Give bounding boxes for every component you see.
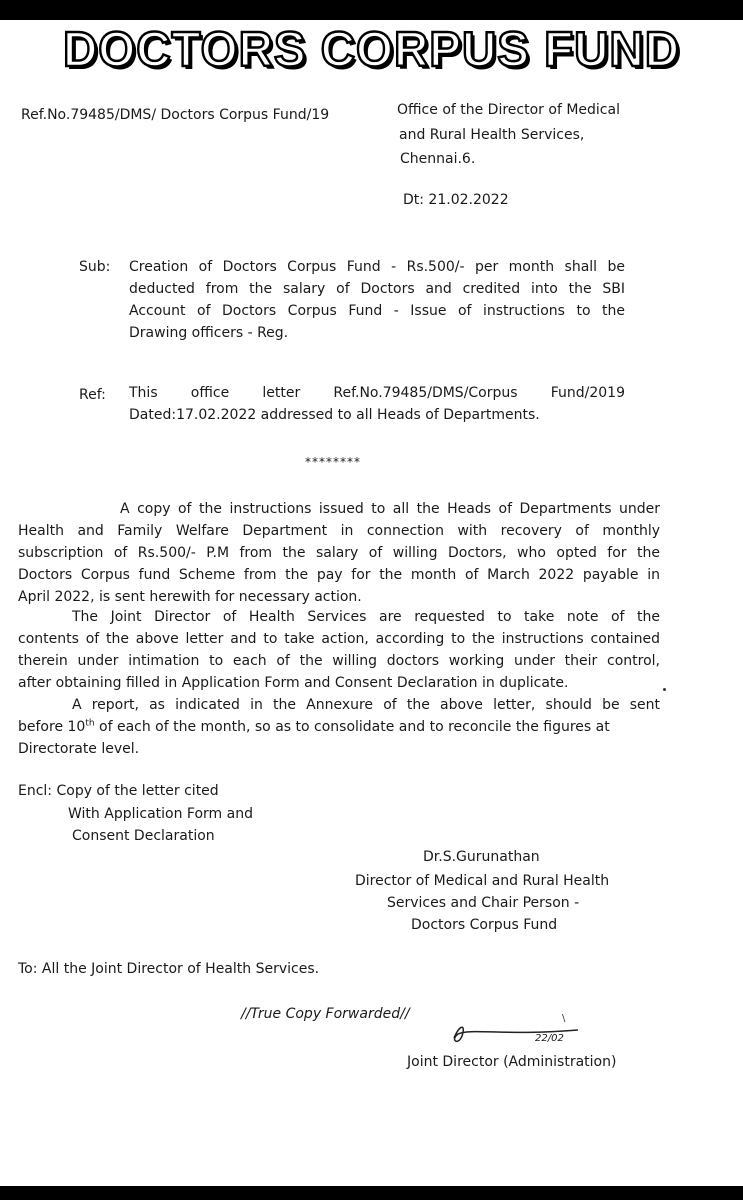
ink-dot bbox=[663, 688, 666, 691]
reference-number: Ref.No.79485/DMS/ Doctors Corpus Fund/19 bbox=[21, 107, 330, 123]
enclosure-line: With Application Form and bbox=[68, 806, 253, 822]
enclosure-line: Consent Declaration bbox=[72, 828, 215, 844]
signatory-title: Doctors Corpus Fund bbox=[411, 917, 558, 933]
tick-mark: \ bbox=[562, 1013, 566, 1024]
joint-director-title: Joint Director (Administration) bbox=[407, 1054, 617, 1070]
paragraph-line: A copy of the instructions issued to all the Heads of Departments under bbox=[120, 501, 660, 517]
reference-label: Ref: bbox=[79, 387, 106, 403]
office-line: Chennai.6. bbox=[400, 151, 476, 167]
top-black-bar bbox=[0, 0, 743, 20]
paragraph-line: April 2022, is sent herewith for necessary action. bbox=[18, 589, 362, 605]
paragraph-text: before 10 bbox=[18, 719, 86, 735]
subject-line: deducted from the salary of Doctors and credited into the SBI bbox=[129, 281, 625, 297]
signatory-name: Dr.S.Gurunathan bbox=[423, 849, 540, 865]
subject-line: Account of Doctors Corpus Fund - Issue of instructions to the bbox=[129, 303, 625, 319]
paragraph-line: Doctors Corpus fund Scheme from the pay for the month of March 2022 payable in bbox=[18, 567, 660, 583]
paragraph-text: of each of the month, so as to consolidate and to reconcile the figures at bbox=[94, 719, 610, 735]
paragraph-line: Directorate level. bbox=[18, 741, 140, 757]
office-line: and Rural Health Services, bbox=[399, 127, 585, 143]
enclosure-line: Encl: Copy of the letter cited bbox=[18, 783, 219, 799]
signatory-title: Director of Medical and Rural Health bbox=[355, 873, 610, 889]
paragraph-line: after obtaining filled in Application Form and Consent Declaration in duplicate. bbox=[18, 675, 569, 691]
paragraph-line: The Joint Director of Health Services are requested to take note of the bbox=[72, 609, 660, 625]
letter-date: Dt: 21.02.2022 bbox=[403, 192, 509, 208]
reference-line: Dated:17.02.2022 addressed to all Heads of Departments. bbox=[129, 407, 540, 423]
banner-title: DOCTORS CORPUS FUND bbox=[62, 23, 680, 77]
office-line: Office of the Director of Medical bbox=[397, 102, 620, 118]
signature-date: 22/02 bbox=[535, 1033, 564, 1044]
reference-line: This office letter Ref.No.79485/DMS/Corpus Fund/2019 bbox=[129, 385, 625, 401]
paragraph-line bbox=[18, 716, 610, 738]
bottom-black-bar bbox=[0, 1186, 743, 1200]
subject-line: Creation of Doctors Corpus Fund - Rs.500/- per month shall be bbox=[129, 259, 625, 275]
signatory-title: Services and Chair Person - bbox=[387, 895, 580, 911]
true-copy-note: //True Copy Forwarded// bbox=[241, 1006, 410, 1022]
subject-line: Drawing officers - Reg. bbox=[129, 325, 289, 341]
paragraph-line: subscription of Rs.500/- P.M from the salary of willing Doctors, who opted for the bbox=[18, 545, 660, 561]
paragraph-line: Health and Family Welfare Department in connection with recovery of monthly bbox=[18, 523, 660, 539]
paragraph-line: A report, as indicated in the Annexure of the above letter, should be sent bbox=[72, 697, 660, 713]
addressee: To: All the Joint Director of Health Services. bbox=[18, 961, 320, 977]
subject-label: Sub: bbox=[79, 259, 111, 275]
paragraph-line: therein under intimation to each of the willing doctors working under their control, bbox=[18, 653, 660, 669]
separator-stars: ******** bbox=[305, 455, 361, 469]
superscript: th bbox=[85, 718, 95, 729]
paragraph-line: contents of the above letter and to take action, according to the instructions contained bbox=[18, 631, 660, 647]
